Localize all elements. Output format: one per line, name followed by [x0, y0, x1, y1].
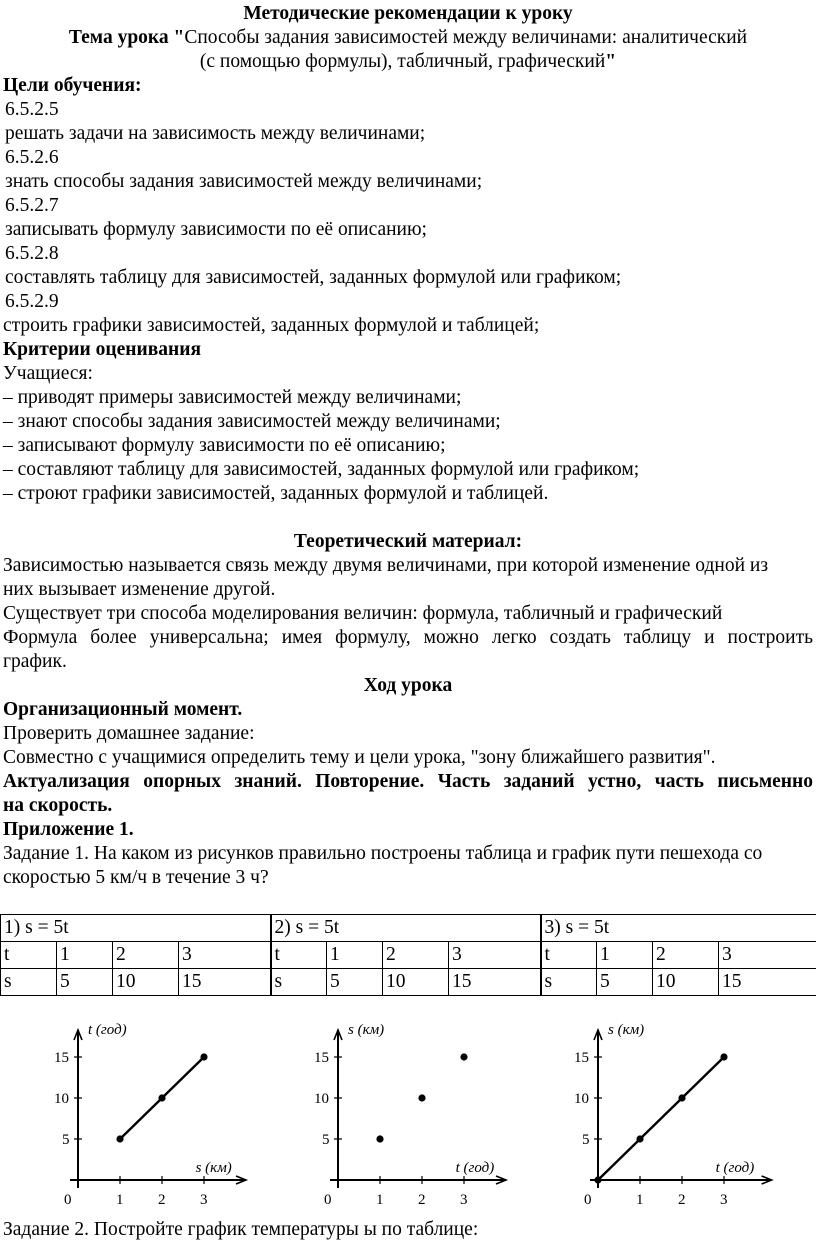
goal-text: знать способы задания зависимостей между величинами;: [5, 171, 483, 192]
goal-code: 6.5.2.9: [5, 291, 59, 312]
data-point: [594, 1176, 601, 1183]
y-tick-label: 10: [54, 1091, 69, 1107]
table-cell: 2: [653, 942, 719, 969]
table-cell: 1: [597, 942, 653, 969]
x-tick-label: 2: [158, 1192, 166, 1208]
x-axis-label: t (год): [455, 1160, 495, 1176]
data-point: [200, 1053, 207, 1060]
table-cell: 1: [327, 942, 383, 969]
table-cell: s: [1, 969, 57, 996]
y-axis-label: t (год): [88, 1022, 127, 1038]
theory-p2: Существует три способа моделирования величин: формула, табличный и графический: [3, 603, 723, 624]
goals-heading: Цели обучения:: [3, 75, 142, 96]
chart-graph-1: [40, 1010, 250, 1215]
goal-code: 6.5.2.6: [5, 147, 59, 168]
table-cell: t: [271, 942, 327, 969]
y-tick-label: 15: [314, 1050, 329, 1066]
theory-p3-line2: график.: [3, 651, 67, 672]
y-axis-label: s (км): [348, 1022, 385, 1038]
formula-cell: 3) s = 5t: [541, 915, 816, 942]
y-tick-label: 10: [574, 1091, 589, 1107]
table-row: [1, 915, 816, 942]
origin-label: 0: [64, 1192, 72, 1208]
y-axis-label: s (км): [608, 1022, 645, 1038]
data-point: [678, 1094, 685, 1101]
table-cell: 1: [57, 942, 113, 969]
table-cell: 10: [383, 969, 449, 996]
data-point: [376, 1135, 383, 1142]
criteria-item: – записывают формулу зависимости по её описанию;: [3, 435, 446, 456]
topic-text-2: (с помощью формулы), табличный, графический: [199, 51, 606, 72]
table-cell: 3: [719, 942, 816, 969]
x-tick-label: 2: [418, 1192, 426, 1208]
x-tick-label: 1: [376, 1192, 384, 1208]
x-tick-label: 1: [636, 1192, 644, 1208]
actualization-line1: Актуализация опорных знаний. Повторение. Часть заданий устно, часть письменно: [3, 771, 813, 792]
criteria-heading: Критерии оценивания: [3, 339, 202, 360]
table-row: [1, 942, 816, 969]
table-cell: 5: [597, 969, 653, 996]
org-moment-heading: Организационный момент.: [3, 699, 243, 720]
x-tick-label: 2: [678, 1192, 686, 1208]
goal-text: записывать формулу зависимости по её описанию;: [5, 219, 427, 240]
y-tick-label: 5: [582, 1132, 590, 1148]
data-point: [636, 1135, 643, 1142]
data-point: [720, 1053, 727, 1060]
goal-text: составлять таблицу для зависимостей, заданных формулой или графиком;: [5, 267, 622, 288]
document-title: Методические рекомендации к уроку: [243, 3, 573, 24]
table-cell: 5: [327, 969, 383, 996]
org-line1: Проверить домашнее задание:: [3, 723, 255, 744]
table-cell: 3: [449, 942, 541, 969]
criteria-item: – знают способы задания зависимостей между величинами;: [3, 411, 501, 432]
goal-code: 6.5.2.5: [5, 99, 59, 120]
origin-label: 0: [584, 1192, 592, 1208]
theory-heading: Теоретический материал:: [293, 531, 523, 552]
table-cell: 15: [719, 969, 816, 996]
y-tick-label: 10: [314, 1091, 329, 1107]
lesson-topic-line1: [0, 26, 816, 50]
table-cell: 15: [449, 969, 541, 996]
theory-p1-line1: Зависимостью называется связь между двумя величинами, при которой изменение одной из: [3, 555, 769, 576]
lesson-heading: Ход урока: [363, 675, 453, 696]
formula-cell: 2) s = 5t: [271, 915, 541, 942]
table-row: [1, 969, 816, 996]
table-cell: t: [1, 942, 57, 969]
task1-line1: Задание 1. На каком из рисунков правильно построены таблица и график пути пешехода со: [3, 843, 763, 864]
data-point: [418, 1094, 425, 1101]
topic-prefix: Тема урока ": [68, 27, 185, 48]
table-cell: 2: [113, 942, 179, 969]
task2-text: Задание 2. Постройте график температуры ы по таблице:: [3, 1219, 479, 1240]
y-tick-label: 15: [54, 1050, 69, 1066]
table-cell: 10: [113, 969, 179, 996]
criteria-intro: Учащиеся:: [3, 363, 93, 384]
table-cell: s: [541, 969, 597, 996]
criteria-item: – строют графики зависимостей, заданных формулой и таблицей.: [3, 483, 549, 504]
x-tick-label: 3: [460, 1192, 468, 1208]
y-tick-label: 5: [62, 1132, 70, 1148]
x-axis-label: t (год): [715, 1160, 755, 1176]
org-line2: Совместно с учащимися определить тему и цели урока, "зону ближайшего развития".: [3, 747, 716, 768]
goal-code: 6.5.2.8: [5, 243, 59, 264]
criteria-item: – составляют таблицу для зависимостей, заданных формулой или графиком;: [3, 459, 640, 480]
series-line: [598, 1057, 724, 1180]
chart-graph-2: [300, 1010, 510, 1215]
theory-p1-line2: них вызывает изменение другой.: [3, 579, 276, 600]
x-axis-label: s (км): [195, 1160, 232, 1176]
data-point: [460, 1053, 467, 1060]
table-cell: t: [541, 942, 597, 969]
table-cell: 15: [179, 969, 271, 996]
table-cell: 2: [383, 942, 449, 969]
task1-table: [0, 914, 816, 996]
data-point: [116, 1135, 123, 1142]
data-point: [158, 1094, 165, 1101]
table-cell: 3: [179, 942, 271, 969]
x-tick-label: 1: [116, 1192, 124, 1208]
x-tick-label: 3: [200, 1192, 208, 1208]
actualization-line2: на скорость.: [3, 795, 113, 816]
table-cell: 5: [57, 969, 113, 996]
table-cell: s: [271, 969, 327, 996]
chart-graph-3: [560, 1010, 780, 1215]
goal-text: строить графики зависимостей, заданных формулой и таблицей;: [3, 315, 540, 336]
formula-cell: 1) s = 5t: [1, 915, 271, 942]
task1-line2: скоростью 5 км/ч в течение 3 ч?: [3, 867, 269, 888]
origin-label: 0: [324, 1192, 332, 1208]
appendix-heading: Приложение 1.: [3, 819, 134, 840]
topic-suffix: ": [605, 51, 617, 72]
table-cell: 10: [653, 969, 719, 996]
goal-text: решать задачи на зависимость между величинами;: [5, 123, 426, 144]
goal-code: 6.5.2.7: [5, 195, 59, 216]
criteria-item: – приводят примеры зависимостей между величинами;: [3, 387, 462, 408]
x-tick-label: 3: [720, 1192, 728, 1208]
theory-p3-line1: Формула более универсальна; имея формулу, можно легко создать таблицу и построить: [3, 627, 813, 648]
topic-text-1: Способы задания зависимостей между величинами: аналитический: [184, 27, 748, 48]
y-tick-label: 15: [574, 1050, 589, 1066]
y-tick-label: 5: [322, 1132, 330, 1148]
lesson-topic-line2: [0, 50, 816, 74]
